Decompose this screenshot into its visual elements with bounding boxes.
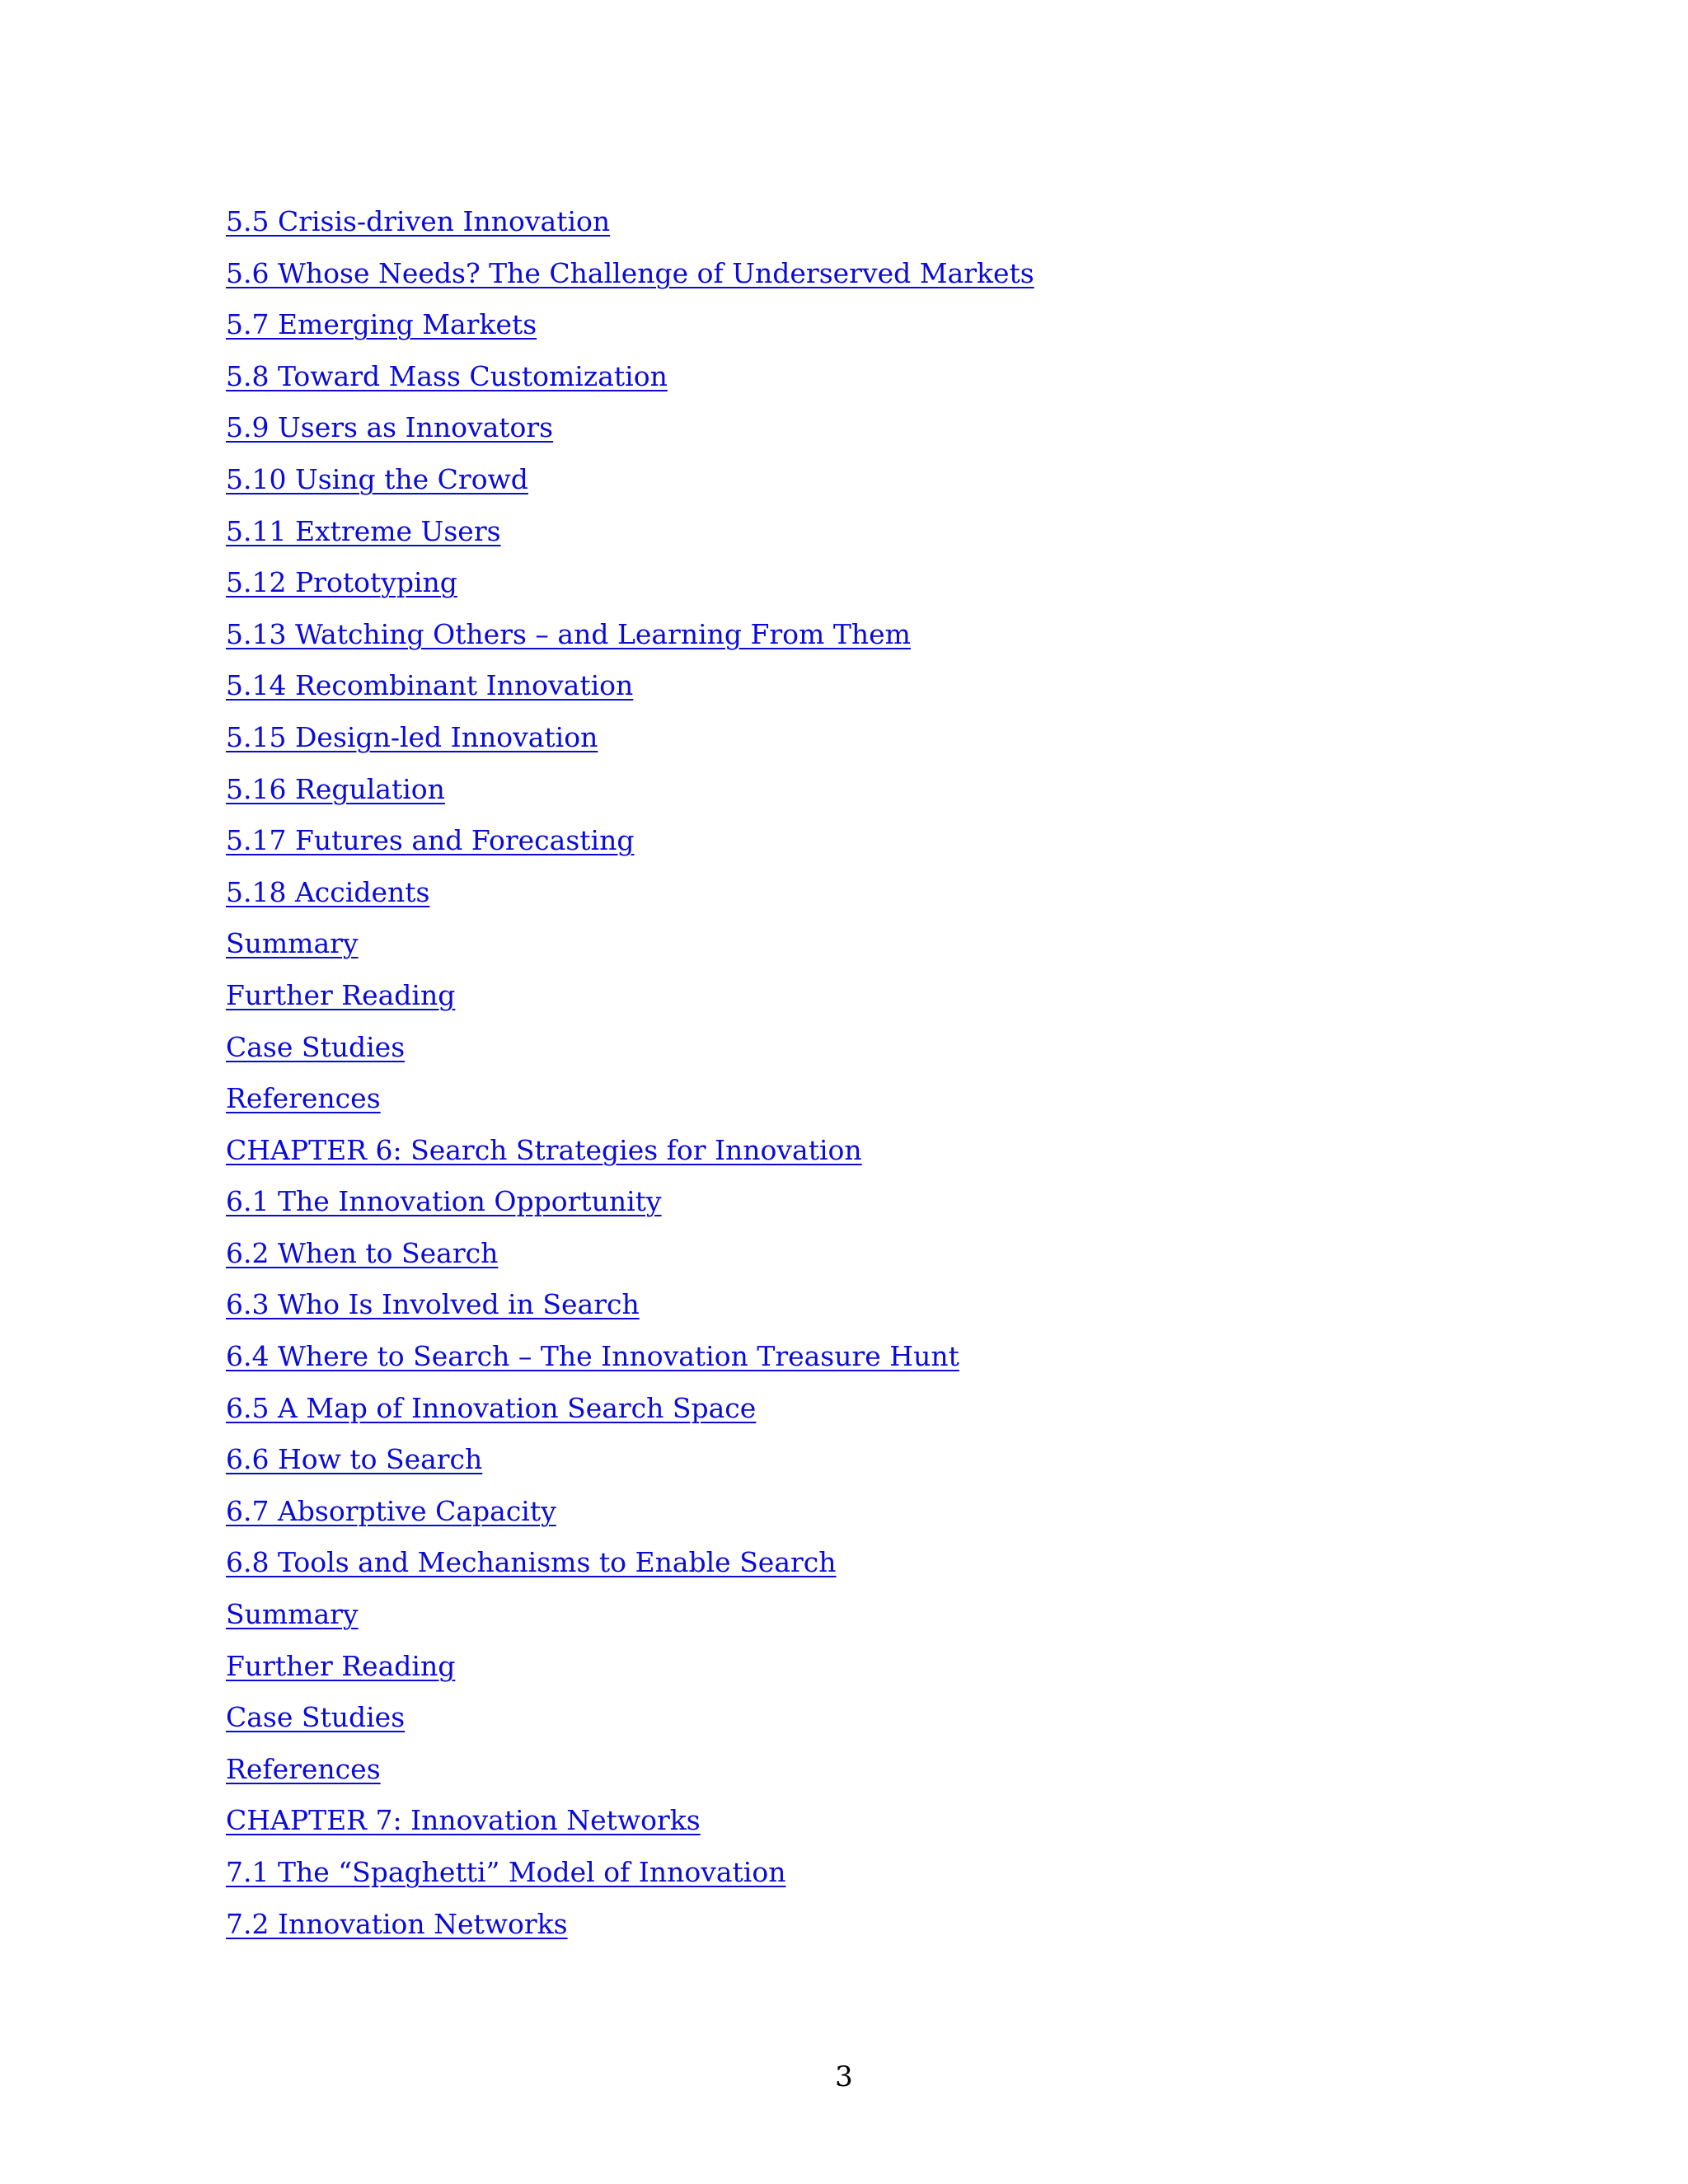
toc-link[interactable]: 5.12 Prototyping [226, 566, 457, 599]
toc-item [226, 1176, 1034, 1228]
toc-item [226, 351, 1034, 403]
toc-link[interactable]: 5.15 Design-led Innovation [226, 720, 598, 753]
toc-link[interactable]: 7.2 Innovation Networks [226, 1907, 568, 1940]
toc-link[interactable]: Case Studies [226, 1701, 406, 1734]
toc-item [226, 1744, 1034, 1796]
page-number: 3 [835, 2060, 853, 2093]
toc-link[interactable]: 6.4 Where to Search – The Innovation Treasure Hunt [226, 1340, 959, 1373]
toc-item [226, 299, 1034, 351]
toc-link[interactable]: 6.2 When to Search [226, 1236, 499, 1269]
toc-item [226, 660, 1034, 712]
toc-link[interactable]: Summary [226, 927, 359, 960]
toc-item [226, 1434, 1034, 1486]
toc-item [226, 1537, 1034, 1589]
toc-link[interactable]: 6.6 How to Search [226, 1443, 483, 1476]
toc-link[interactable]: 5.18 Accidents [226, 875, 430, 908]
toc-item [226, 764, 1034, 816]
toc-link[interactable]: 6.7 Absorptive Capacity [226, 1494, 556, 1527]
toc-item [226, 815, 1034, 867]
toc-link[interactable]: Further Reading [226, 1649, 456, 1682]
toc-link[interactable]: CHAPTER 7: Innovation Networks [226, 1804, 701, 1837]
toc-item [226, 1899, 1034, 1951]
toc-item [226, 867, 1034, 919]
table-of-contents [226, 196, 1034, 1950]
toc-link[interactable]: References [226, 1752, 381, 1785]
toc-item [226, 196, 1034, 248]
toc-link[interactable]: 5.9 Users as Innovators [226, 411, 554, 444]
toc-item [226, 918, 1034, 970]
toc-link[interactable]: 5.17 Futures and Forecasting [226, 824, 635, 857]
toc-link[interactable]: 5.7 Emerging Markets [226, 308, 537, 341]
toc-link[interactable]: 5.6 Whose Needs? The Challenge of Underserved Markets [226, 256, 1034, 289]
toc-item [226, 454, 1034, 506]
toc-link[interactable]: 5.5 Crisis-driven Innovation [226, 205, 611, 237]
toc-item [226, 712, 1034, 764]
toc-link[interactable]: 5.10 Using the Crowd [226, 462, 528, 495]
toc-item [226, 1589, 1034, 1641]
toc-link[interactable]: 6.3 Who Is Involved in Search [226, 1288, 640, 1321]
toc-link[interactable]: 5.13 Watching Others – and Learning From Them [226, 617, 911, 650]
toc-item [226, 1641, 1034, 1693]
toc-item [226, 402, 1034, 454]
toc-item [226, 248, 1034, 300]
toc-item [226, 557, 1034, 609]
toc-link[interactable]: 5.14 Recombinant Innovation [226, 669, 634, 702]
toc-link[interactable]: 6.5 A Map of Innovation Search Space [226, 1391, 757, 1424]
toc-item [226, 1795, 1034, 1847]
toc-link[interactable]: Case Studies [226, 1030, 406, 1063]
toc-link[interactable]: 5.8 Toward Mass Customization [226, 359, 668, 392]
toc-item [226, 1125, 1034, 1177]
toc-item [226, 1022, 1034, 1074]
toc-item [226, 1692, 1034, 1744]
toc-item [226, 1847, 1034, 1899]
toc-link[interactable]: Summary [226, 1598, 359, 1631]
toc-item [226, 1486, 1034, 1538]
toc-item [226, 506, 1034, 558]
toc-link[interactable]: 7.1 The “Spaghetti” Model of Innovation [226, 1856, 786, 1888]
toc-item [226, 609, 1034, 661]
toc-link[interactable]: CHAPTER 6: Search Strategies for Innovation [226, 1133, 862, 1166]
toc-link[interactable]: 5.16 Regulation [226, 772, 445, 805]
toc-item [226, 1331, 1034, 1383]
toc-link[interactable]: Further Reading [226, 978, 456, 1011]
toc-link[interactable]: 6.1 The Innovation Opportunity [226, 1185, 662, 1218]
toc-link[interactable]: 6.8 Tools and Mechanisms to Enable Search [226, 1546, 837, 1579]
toc-item [226, 1228, 1034, 1280]
toc-item [226, 1383, 1034, 1435]
toc-item [226, 1279, 1034, 1331]
toc-item [226, 970, 1034, 1022]
toc-item [226, 1073, 1034, 1125]
toc-link[interactable]: References [226, 1082, 381, 1115]
toc-link[interactable]: 5.11 Extreme Users [226, 514, 501, 547]
